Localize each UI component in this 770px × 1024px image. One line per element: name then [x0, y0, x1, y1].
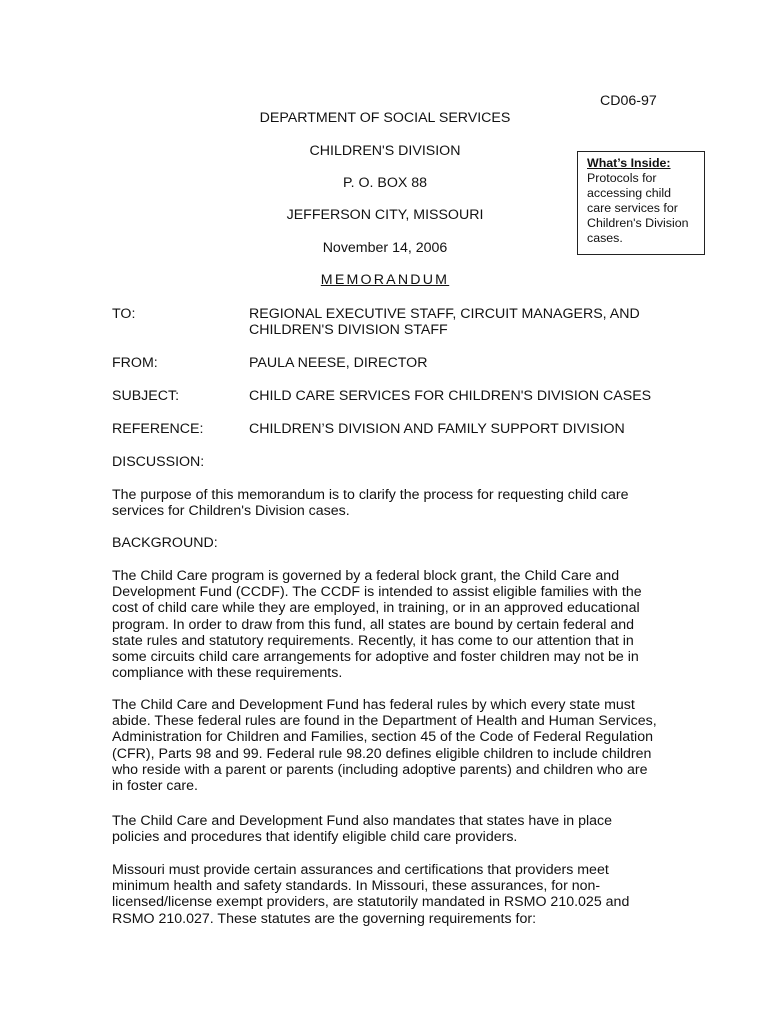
from-value: PAULA NEESE, DIRECTOR — [249, 355, 428, 371]
to-label: TO: — [112, 306, 136, 322]
background-heading: BACKGROUND: — [112, 535, 218, 551]
reference-value: CHILDREN’S DIVISION AND FAMILY SUPPORT DIVISION — [249, 421, 625, 437]
background-paragraph-4: Missouri must provide certain assurances and certifications that providers meet minimum health and safety standards. In Missouri, these assurances, for non-licensed/license exempt providers, are statutorily mandated in RSMO 210.025 and RSMO 210.027. These statutes are the governing requirements for: — [112, 862, 630, 927]
reference-label: REFERENCE: — [112, 421, 204, 437]
po-box: P. O. BOX 88 — [342, 175, 428, 191]
background-paragraph-3: The Child Care and Development Fund also mandates that states have in place policies and procedures that identify eligible child care providers. — [112, 813, 613, 846]
whats-inside-box — [577, 151, 705, 255]
document-number: CD06-97 — [600, 93, 657, 109]
discussion-heading: DISCUSSION: — [112, 454, 205, 470]
discussion-paragraph: The purpose of this memorandum is to clarify the process for requesting child care services for Children's Division cases. — [112, 487, 629, 520]
division-name: CHILDREN'S DIVISION — [309, 143, 461, 159]
subject-label: SUBJECT: — [112, 388, 180, 404]
whats-inside-text: Protocols for accessing child care services for Children's Division cases. — [587, 171, 689, 245]
from-label: FROM: — [112, 355, 158, 371]
city-state: JEFFERSON CITY, MISSOURI — [286, 207, 484, 223]
memo-title-wrap — [190, 272, 580, 288]
memo-date: November 14, 2006 — [322, 240, 448, 256]
background-paragraph-2: The Child Care and Development Fund has federal rules by which every state must abide. These federal rules are found in the Department of Health and Human Services, Administration for Children and Families, section 45 of the Code of Federal Regulation (CFR), Parts 98 and 99. Federal rule 98.20 defines eligible children to include children who reside with a parent or parents (including adoptive parents) and children who are in foster care. — [112, 697, 657, 795]
memo-title: MEMORANDUM — [320, 272, 450, 288]
to-value: REGIONAL EXECUTIVE STAFF, CIRCUIT MANAGERS, AND CHILDREN'S DIVISION STAFF — [249, 306, 640, 339]
background-paragraph-1: The Child Care program is governed by a federal block grant, the Child Care and Development Fund (CCDF). The CCDF is intended to assist eligible families with the cost of child care while they are employed, in training, or in an approved educational program. In order to draw from this fund, all states are bound by certain federal and state rules and statutory requirements. Recently, it has come to our attention that in some circuits child care arrangements for adoptive and foster children may not be in compliance with these requirements. — [112, 568, 642, 682]
department-name: DEPARTMENT OF SOCIAL SERVICES — [259, 110, 511, 126]
whats-inside-heading: What’s Inside: — [587, 156, 671, 170]
subject-value: CHILD CARE SERVICES FOR CHILDREN'S DIVISION CASES — [249, 388, 652, 404]
